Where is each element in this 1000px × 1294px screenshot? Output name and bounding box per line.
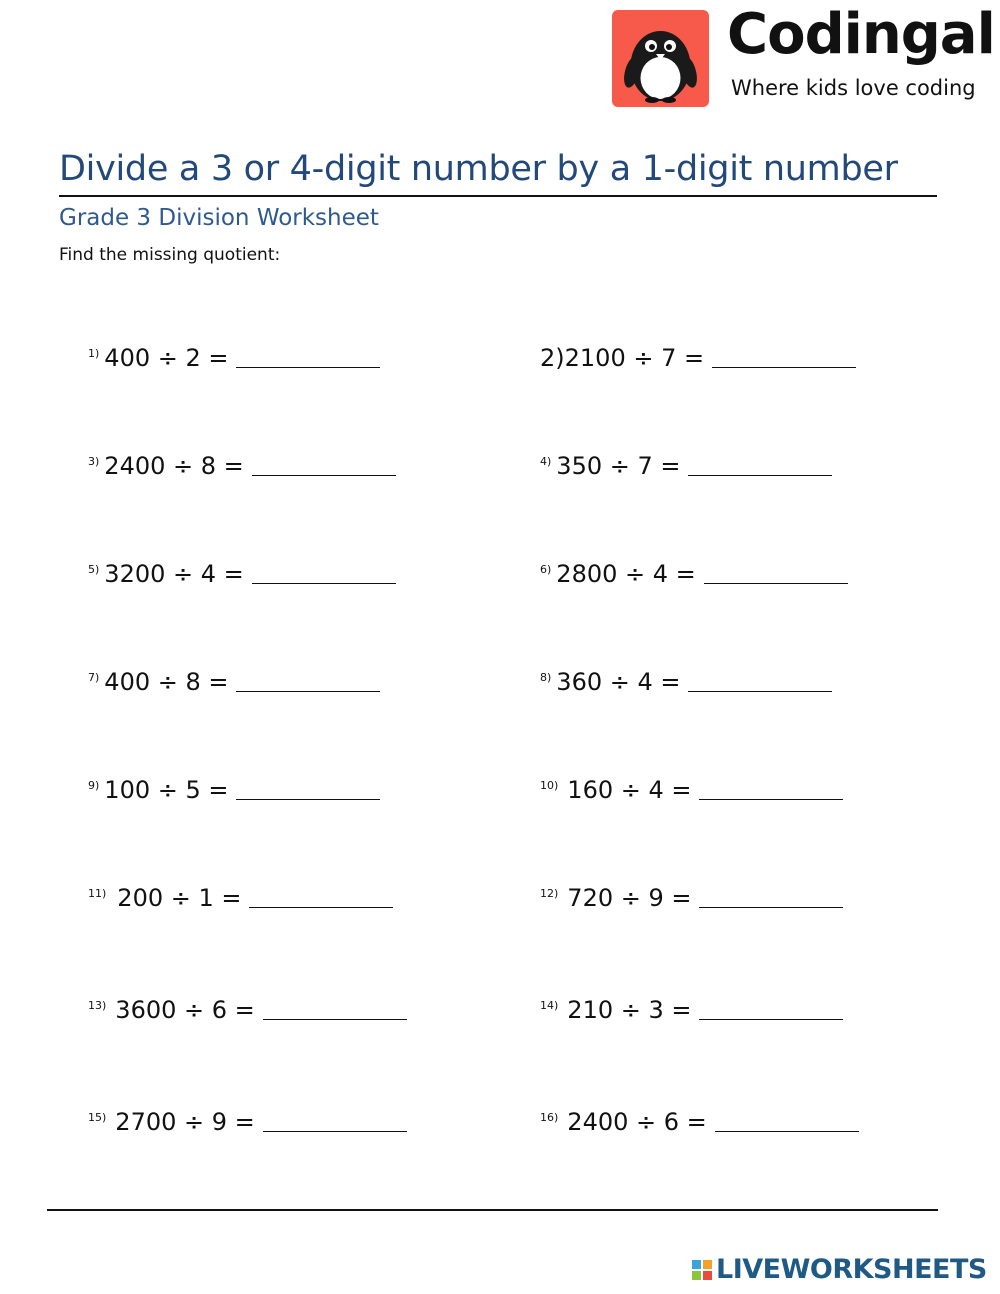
problem-1 xyxy=(88,344,380,372)
answer-blank[interactable] xyxy=(704,582,848,584)
answer-blank[interactable] xyxy=(236,366,380,368)
worksheet-subtitle: Grade 3 Division Worksheet xyxy=(59,205,379,231)
problem-expression: 2400 ÷ 8 = xyxy=(104,452,244,480)
problem-number: 6) xyxy=(540,563,552,576)
problem-number: 7) xyxy=(88,671,100,684)
problem-number: 4) xyxy=(540,455,552,468)
problem-expression: 3200 ÷ 4 = xyxy=(104,560,244,588)
problem-11 xyxy=(88,884,393,912)
liveworksheets-logo xyxy=(692,1254,987,1285)
problem-number: 2) xyxy=(540,344,565,372)
brand-tagline: Where kids love coding xyxy=(731,76,976,100)
problem-number: 15) xyxy=(88,1111,107,1124)
answer-blank[interactable] xyxy=(263,1130,407,1132)
problem-expression: 2100 ÷ 7 = xyxy=(564,344,705,372)
problem-3 xyxy=(88,452,396,480)
brand-name: Codingal xyxy=(727,2,995,67)
answer-blank[interactable] xyxy=(699,906,843,908)
problem-expression: 3600 ÷ 6 = xyxy=(115,996,255,1024)
liveworksheets-icon xyxy=(692,1260,712,1280)
problem-number: 10) xyxy=(540,779,559,792)
problem-12 xyxy=(540,884,843,912)
answer-blank[interactable] xyxy=(252,474,396,476)
problem-number: 12) xyxy=(540,887,559,900)
problem-expression: 160 ÷ 4 = xyxy=(567,776,692,804)
problem-number: 8) xyxy=(540,671,552,684)
problem-7 xyxy=(88,668,380,696)
problem-2 xyxy=(540,344,856,372)
problem-9 xyxy=(88,776,380,804)
instruction-text: Find the missing quotient: xyxy=(59,245,281,265)
codingal-logo xyxy=(612,10,709,107)
problem-number: 16) xyxy=(540,1111,559,1124)
problem-expression: 200 ÷ 1 = xyxy=(117,884,242,912)
problem-expression: 2700 ÷ 9 = xyxy=(115,1108,255,1136)
penguin-icon xyxy=(612,10,709,107)
problem-15 xyxy=(88,1108,407,1136)
problem-number: 3) xyxy=(88,455,100,468)
problem-10 xyxy=(540,776,843,804)
answer-blank[interactable] xyxy=(263,1018,407,1020)
problem-expression: 2400 ÷ 6 = xyxy=(567,1108,707,1136)
problem-expression: 360 ÷ 4 = xyxy=(556,668,681,696)
problem-expression: 210 ÷ 3 = xyxy=(567,996,692,1024)
answer-blank[interactable] xyxy=(712,366,856,368)
footer-divider xyxy=(47,1209,938,1211)
problem-16 xyxy=(540,1108,859,1136)
problem-expression: 100 ÷ 5 = xyxy=(104,776,229,804)
problem-expression: 720 ÷ 9 = xyxy=(567,884,692,912)
answer-blank[interactable] xyxy=(252,582,396,584)
problem-expression: 350 ÷ 7 = xyxy=(556,452,681,480)
answer-blank[interactable] xyxy=(715,1130,859,1132)
problem-expression: 2800 ÷ 4 = xyxy=(556,560,696,588)
title-divider xyxy=(59,195,937,197)
problem-number: 9) xyxy=(88,779,100,792)
problem-5 xyxy=(88,560,396,588)
answer-blank[interactable] xyxy=(249,906,393,908)
problem-6 xyxy=(540,560,848,588)
answer-blank[interactable] xyxy=(688,474,832,476)
problem-number: 11) xyxy=(88,887,107,900)
problem-8 xyxy=(540,668,832,696)
answer-blank[interactable] xyxy=(699,798,843,800)
problem-13 xyxy=(88,996,407,1024)
problem-expression: 400 ÷ 2 = xyxy=(104,344,229,372)
problem-number: 14) xyxy=(540,999,559,1012)
answer-blank[interactable] xyxy=(236,798,380,800)
problem-number: 1) xyxy=(88,347,100,360)
answer-blank[interactable] xyxy=(688,690,832,692)
worksheet-title: Divide a 3 or 4-digit number by a 1-digit number xyxy=(59,149,898,189)
problem-number: 5) xyxy=(88,563,100,576)
problem-4 xyxy=(540,452,832,480)
liveworksheets-wordmark: LIVEWORKSHEETS xyxy=(716,1254,987,1285)
problem-expression: 400 ÷ 8 = xyxy=(104,668,229,696)
problem-number: 13) xyxy=(88,999,107,1012)
problem-14 xyxy=(540,996,843,1024)
answer-blank[interactable] xyxy=(236,690,380,692)
answer-blank[interactable] xyxy=(699,1018,843,1020)
